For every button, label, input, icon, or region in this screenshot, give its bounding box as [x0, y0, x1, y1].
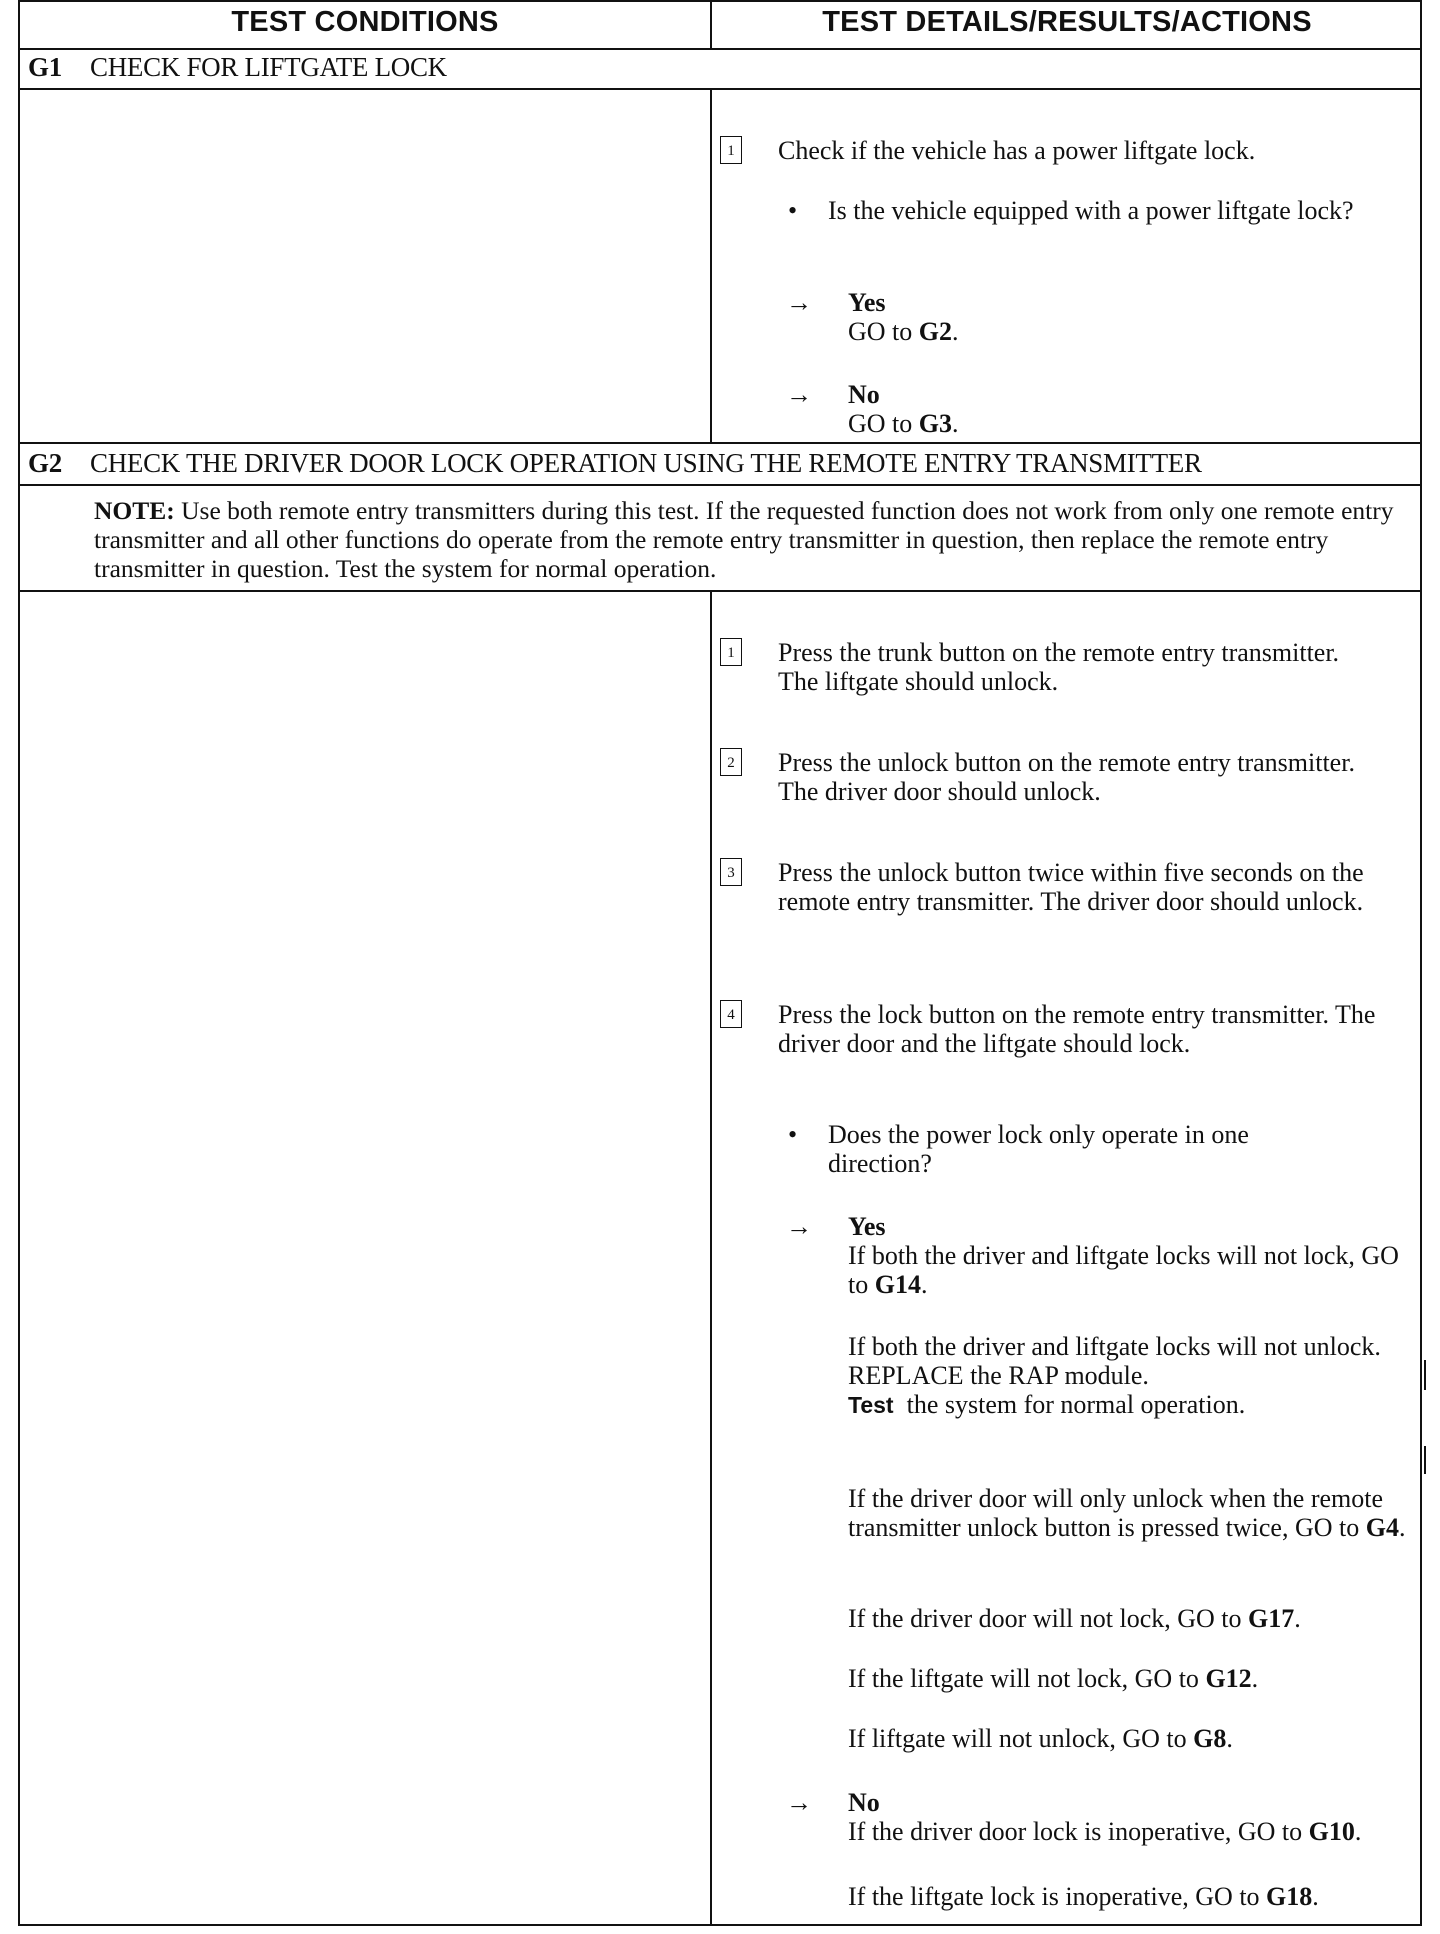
g2-yes-3-target: G4: [1365, 1513, 1399, 1542]
g2-yes-3-text: If the driver door will only unlock when the remote transmitter unlock button is pressed twice, GO to: [848, 1484, 1384, 1542]
g2-no-arrow-icon: →: [786, 1788, 812, 1817]
header-test-details: TEST DETAILS/RESULTS/ACTIONS: [822, 6, 1312, 38]
g2-yes-arrow-icon: →: [786, 1212, 812, 1241]
g2-bar-bottom-border: [20, 484, 1420, 486]
g2-step-3-text: Press the unlock button twice within five seconds on the remote entry transmitter. The driver door should unlock.: [778, 858, 1364, 916]
g1-yes-response: Yes GO to G2.: [848, 288, 959, 346]
g2-no-1-target: G10: [1308, 1817, 1355, 1846]
header-test-conditions: TEST CONDITIONS: [231, 6, 499, 38]
g2-step-1-text: Press the trunk button on the remote entry transmitter. The liftgate should unlock.: [778, 638, 1340, 696]
g2-title-bar: [28, 448, 1202, 479]
g2-yes-6-target: G8: [1193, 1724, 1227, 1753]
g2-bullet: •: [788, 1120, 798, 1149]
g2-question: Does the power lock only operate in one direction?: [828, 1120, 1249, 1178]
g2-yes-5: If the liftgate will not lock, GO to G12.: [848, 1664, 1259, 1693]
g2-note: [94, 496, 1400, 583]
g2-title: CHECK THE DRIVER DOOR LOCK OPERATION USING THE REMOTE ENTRY TRANSMITTER: [90, 448, 1202, 478]
g1-bottom-border: [20, 442, 1420, 444]
g2-step-3-box: 3: [720, 858, 742, 886]
margin-tick-1: [1424, 1360, 1426, 1390]
g2-note-bottom-border: [20, 590, 1420, 592]
g1-bar-bottom-border: [20, 88, 1420, 90]
g2-step-2-box: 2: [720, 748, 742, 776]
g1-yes-arrow-icon: →: [786, 288, 812, 317]
g2-yes-4-target: G17: [1248, 1604, 1295, 1633]
g2-note-text: Use both remote entry transmitters during this test. If the requested function does not work from only one remote entry transmitter and all other functions do operate from the remote entry transmitter in question, then replace the remote entry transmitter in question. Test the system for normal operation.: [94, 496, 1394, 583]
g1-no-label: No: [848, 380, 880, 409]
table-top-border: [20, 0, 1420, 2]
g1-step-1-text: Check if the vehicle has a power liftgate lock.: [778, 136, 1256, 165]
g2-note-label: NOTE:: [94, 496, 175, 525]
g1-yes-target: G2: [918, 317, 953, 346]
g2-yes-5-text: If the liftgate will not lock, GO to: [848, 1664, 1199, 1693]
g2-no-1: If the driver door lock is inoperative, GO to G10.: [848, 1817, 1362, 1846]
header-bottom-border: [20, 48, 1420, 50]
g1-title: CHECK FOR LIFTGATE LOCK: [90, 52, 447, 82]
g2-code: G2: [28, 448, 62, 478]
g2-no-2: If the liftgate lock is inoperative, GO to G18.: [848, 1882, 1319, 1911]
g2-yes-1-target: G14: [874, 1270, 921, 1299]
g2-step-1-box: 1: [720, 638, 742, 666]
g2-yes-5-target: G12: [1205, 1664, 1252, 1693]
g1-step-1-box: 1: [720, 136, 742, 164]
g2-no-label-text: No: [848, 1788, 880, 1817]
g1-yes-go: GO to: [848, 317, 913, 346]
g2-yes-4: If the driver door will not lock, GO to G17.: [848, 1604, 1301, 1633]
g1-no-go: GO to: [848, 409, 913, 438]
g2-yes-6-text: If liftgate will not unlock, GO to: [848, 1724, 1187, 1753]
g2-no-label: [848, 1788, 1418, 1817]
g2-yes-6: If liftgate will not unlock, GO to G8.: [848, 1724, 1233, 1753]
margin-tick-2: [1424, 1446, 1426, 1474]
g1-no-arrow-icon: →: [786, 380, 812, 409]
g2-step-2-text: Press the unlock button on the remote entry transmitter. The driver door should unlock.: [778, 748, 1355, 806]
g2-no-2-text: If the liftgate lock is inoperative, GO to: [848, 1882, 1260, 1911]
g2-yes-1: If both the driver and liftgate locks will not lock, GO to G14.: [848, 1241, 1399, 1299]
g2-yes-label: [848, 1212, 1418, 1241]
g1-no-response: No GO to G3.: [848, 380, 959, 438]
header-divider: [710, 0, 712, 48]
g1-column-divider: [710, 88, 712, 442]
g2-no-1-text: If the driver door lock is inoperative, GO to: [848, 1817, 1303, 1846]
g2-yes-label-text: Yes: [848, 1212, 886, 1241]
g2-yes-2-tail: the system for normal operation.: [906, 1390, 1246, 1419]
g2-yes-1-text: If both the driver and liftgate locks will not lock, GO to: [848, 1241, 1399, 1299]
g2-yes-2-test: Test: [848, 1392, 894, 1418]
g1-yes-label: Yes: [848, 288, 886, 317]
g1-code: G1: [28, 52, 62, 82]
g1-bullet: •: [788, 196, 798, 225]
g2-step-4-box: 4: [720, 1000, 742, 1028]
g2-no-2-target: G18: [1266, 1882, 1313, 1911]
g1-title-bar: [28, 52, 447, 83]
g2-yes-2-text: If both the driver and liftgate locks will not unlock. REPLACE the RAP module.: [848, 1332, 1381, 1390]
g1-no-target: G3: [918, 409, 953, 438]
g2-yes-4-text: If the driver door will not lock, GO to: [848, 1604, 1242, 1633]
g2-step-4-text: Press the lock button on the remote entry transmitter. The driver door and the liftgate should lock.: [778, 1000, 1376, 1058]
g2-yes-2: [848, 1332, 1418, 1420]
test-table: [18, 0, 1422, 1926]
g2-column-divider: [710, 590, 712, 1926]
g1-question: Is the vehicle equipped with a power liftgate lock?: [828, 196, 1354, 225]
g2-yes-3: If the driver door will only unlock when the remote transmitter unlock button is pressed twice, GO to G4.: [848, 1484, 1406, 1542]
